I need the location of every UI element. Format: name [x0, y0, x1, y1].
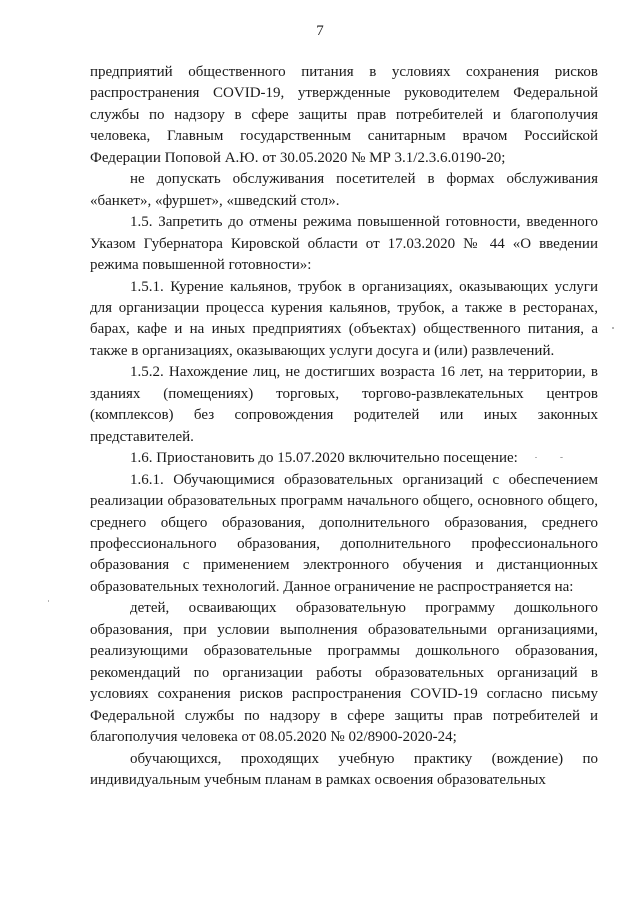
paragraph-students-exception: обучающихся, проходящих учебную практику (вождение) по индивидуальным учебным планам в рамках освоения образовательных	[90, 750, 598, 788]
paragraph-1-6: 1.6. Приостановить до 15.07.2020 включительно посещение:	[130, 450, 518, 467]
document-body	[90, 62, 598, 791]
paragraph-1-5: 1.5. Запретить до отмены режима повышенной готовности, введенного Указом Губернатора Кировской области от 17.03.2020 № 44 «О введении режима повышенной готовности»:	[90, 214, 598, 274]
paragraph-1-5-2: 1.5.2. Нахождение лиц, не достигших возраста 16 лет, на территории, в зданиях (помещениях) торговых, торгово-развлекательных центров (комплексов) без сопровождения родителей или иных законных представителей.	[90, 364, 598, 445]
scan-speck	[612, 327, 614, 329]
paragraph-children-exception: детей, осваивающих образовательную программу дошкольного образования, при условии выполнения образовательными организациями, реализующими образовательные программы дошкольного образования, рекомендаций по организации работы образовательных организаций в условиях сохранения рисков распространения COVID-19 согласно письму Федеральной службы по надзору в сфере защиты прав потребителей и благополучия человека от 08.05.2020 № 02/8900-2020-24;	[90, 600, 598, 746]
paragraph-continuation: предприятий общественного питания в условиях сохранения рисков распространения COVID-19, утвержденные руководителем Федеральной службы по надзору в сфере защиты прав потребителей и благополучия человека, Главным государственным санитарным врачом Российской Федерации Поповой А.Ю. от 30.05.2020 № МР 3.1/2.3.6.0190-20;	[90, 64, 598, 166]
paragraph-1-6-1: 1.6.1. Обучающимися образовательных организаций с обеспечением реализации образовательных программ начального общего, основного общего, среднего общего образования, дополнительного образования, среднего профессионального образования, дополнительного профессионального образования с применением электронного обучения и дистанционных образовательных технологий. Данное ограничение не распространяется на:	[90, 471, 598, 595]
scan-speck	[48, 600, 49, 602]
scan-speck	[535, 457, 537, 458]
page-number: 7	[316, 23, 324, 39]
paragraph-banquet-restriction: не допускать обслуживания посетителей в формах обслуживания «банкет», «фуршет», «шведский стол».	[90, 171, 598, 209]
paragraph-1-5-1: 1.5.1. Курение кальянов, трубок в организациях, оказывающих услуги для организации процесса курения кальянов, трубок, а также в ресторанах, барах, кафе и на иных предприятиях (объектах) общественного питания, а также в организациях, оказывающих услуги досуга и (или) развлечений.	[90, 278, 598, 359]
scan-speck	[560, 457, 563, 458]
